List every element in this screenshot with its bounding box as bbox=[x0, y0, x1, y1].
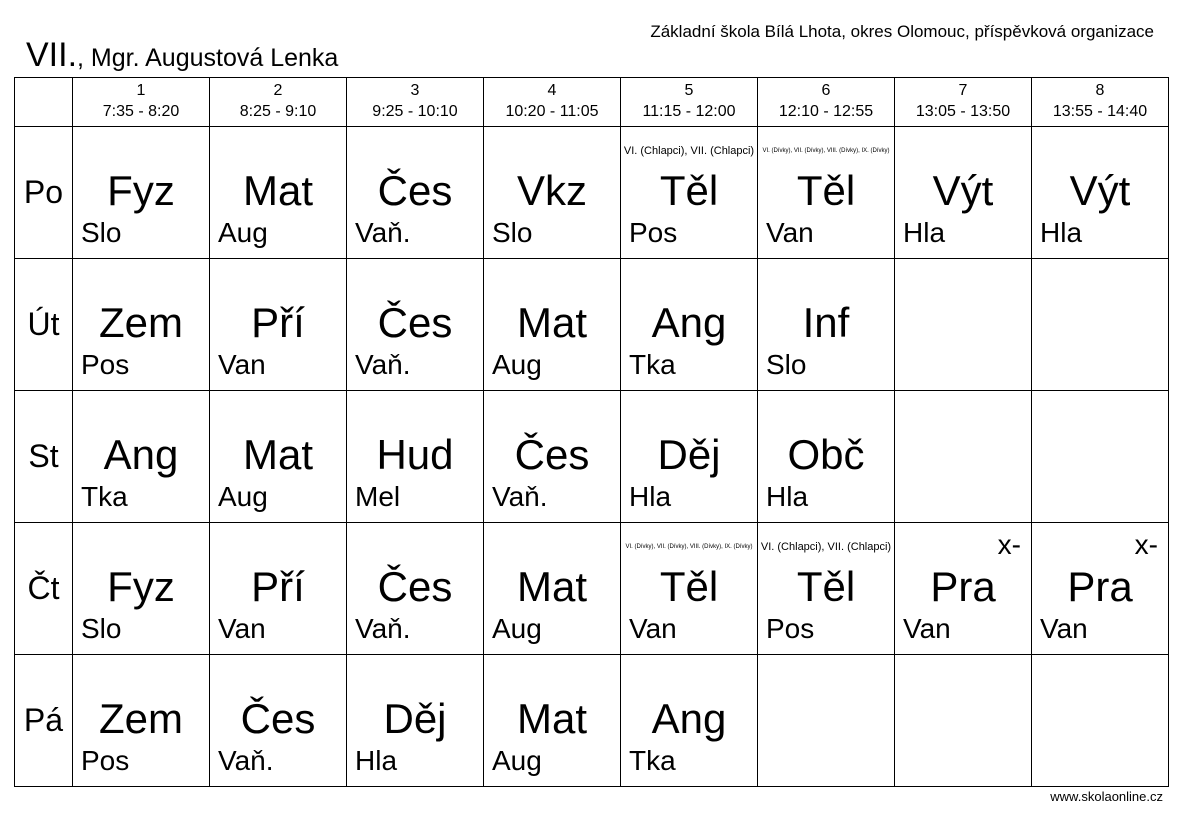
lesson-teacher: Slo bbox=[81, 217, 122, 248]
period-header bbox=[895, 78, 1032, 127]
lesson-teacher: Van bbox=[218, 349, 266, 380]
lesson-mark: x- bbox=[997, 529, 1021, 560]
corner-cell bbox=[15, 78, 73, 127]
lesson-subject: Vkz bbox=[516, 167, 587, 214]
lesson-cell bbox=[758, 259, 895, 391]
period-header bbox=[347, 78, 484, 127]
lesson-cell bbox=[621, 523, 758, 655]
lesson-cell bbox=[73, 391, 210, 523]
day-label: Čt bbox=[15, 523, 73, 655]
lesson-cell bbox=[484, 127, 621, 259]
period-number: 1 bbox=[136, 82, 146, 99]
lesson-cell bbox=[621, 127, 758, 259]
lesson-subject: Mat bbox=[242, 167, 313, 214]
lesson-subject: Těl bbox=[796, 563, 856, 610]
lesson-teacher: Hla bbox=[1040, 217, 1083, 248]
lesson-teacher: Vaň. bbox=[218, 745, 274, 776]
period-number: 3 bbox=[410, 82, 420, 99]
lesson-subject: Výt bbox=[1069, 167, 1131, 214]
timetable-title bbox=[26, 36, 338, 75]
empty-cell bbox=[1032, 259, 1169, 391]
lesson-cell bbox=[1032, 127, 1169, 259]
period-number: 5 bbox=[684, 82, 694, 99]
period-time: 8:25 - 9:10 bbox=[239, 103, 317, 120]
timetable-grid bbox=[14, 77, 1169, 787]
lesson-subject: Děj bbox=[657, 431, 721, 478]
lesson-cell bbox=[621, 259, 758, 391]
lesson-teacher: Van bbox=[903, 613, 951, 644]
lesson-teacher: Hla bbox=[355, 745, 398, 776]
lesson-subject: Pra bbox=[1067, 563, 1133, 610]
lesson-cell bbox=[210, 127, 347, 259]
lesson-teacher: Pos bbox=[81, 745, 130, 776]
lesson-subject: Výt bbox=[932, 167, 994, 214]
lesson-teacher: Tka bbox=[81, 481, 128, 512]
lesson-teacher: Van bbox=[218, 613, 266, 644]
lesson-teacher: Aug bbox=[218, 481, 268, 512]
lesson-teacher: Hla bbox=[766, 481, 809, 512]
lesson-teacher: Aug bbox=[492, 349, 542, 380]
lesson-subject: Mat bbox=[516, 299, 587, 346]
day-row bbox=[15, 523, 1169, 655]
lesson-cell bbox=[73, 127, 210, 259]
lesson-cell bbox=[758, 127, 895, 259]
lesson-subject: Děj bbox=[383, 695, 447, 742]
period-number: 8 bbox=[1095, 82, 1105, 99]
lesson-teacher: Van bbox=[629, 613, 677, 644]
lesson-subject: Těl bbox=[659, 563, 719, 610]
day-label: Út bbox=[15, 259, 73, 391]
period-header bbox=[73, 78, 210, 127]
lesson-teacher: Van bbox=[766, 217, 814, 248]
lesson-subject: Fyz bbox=[107, 563, 175, 610]
period-number: 6 bbox=[821, 82, 831, 99]
timetable-body bbox=[15, 127, 1169, 787]
lesson-cell bbox=[73, 523, 210, 655]
lesson-teacher: Aug bbox=[492, 613, 542, 644]
lesson-cell bbox=[484, 259, 621, 391]
lesson-subject: Mat bbox=[516, 563, 587, 610]
empty-cell bbox=[1032, 391, 1169, 523]
period-time: 7:35 - 8:20 bbox=[102, 103, 180, 120]
lesson-subject: Inf bbox=[802, 299, 850, 346]
lesson-teacher: Van bbox=[1040, 613, 1088, 644]
lesson-teacher: Pos bbox=[629, 217, 678, 248]
period-time: 13:05 - 13:50 bbox=[915, 103, 1011, 120]
lesson-teacher: Vaň. bbox=[355, 613, 411, 644]
lesson-subject: Čes bbox=[240, 695, 316, 742]
period-header bbox=[758, 78, 895, 127]
lesson-cell bbox=[484, 391, 621, 523]
lesson-subject: Mat bbox=[516, 695, 587, 742]
lesson-teacher: Slo bbox=[81, 613, 122, 644]
lesson-teacher: Pos bbox=[766, 613, 815, 644]
lesson-subject: Fyz bbox=[107, 167, 175, 214]
class-teacher: , Mgr. Augustová Lenka bbox=[77, 44, 339, 72]
lesson-group: VI. (Chlapci), VII. (Chlapci) bbox=[623, 145, 755, 157]
lesson-group: VI. (Chlapci), VII. (Chlapci) bbox=[760, 541, 892, 553]
lesson-subject: Čes bbox=[377, 167, 453, 214]
day-row bbox=[15, 127, 1169, 259]
lesson-teacher: Mel bbox=[355, 481, 401, 512]
lesson-cell bbox=[210, 391, 347, 523]
lesson-teacher: Slo bbox=[766, 349, 807, 380]
lesson-teacher: Vaň. bbox=[355, 217, 411, 248]
lesson-subject: Čes bbox=[377, 563, 453, 610]
lesson-subject: Ang bbox=[651, 695, 727, 742]
empty-cell bbox=[895, 259, 1032, 391]
lesson-teacher: Hla bbox=[903, 217, 946, 248]
lesson-cell bbox=[347, 259, 484, 391]
empty-cell bbox=[895, 391, 1032, 523]
period-time: 10:20 - 11:05 bbox=[505, 103, 599, 120]
period-number: 7 bbox=[958, 82, 968, 99]
lesson-cell bbox=[895, 127, 1032, 259]
lesson-teacher: Aug bbox=[492, 745, 542, 776]
lesson-subject: Obč bbox=[787, 431, 865, 478]
lesson-teacher: Hla bbox=[629, 481, 672, 512]
lesson-cell bbox=[347, 391, 484, 523]
day-label: Pá bbox=[15, 655, 73, 787]
lesson-cell bbox=[73, 259, 210, 391]
lesson-subject: Mat bbox=[242, 431, 313, 478]
lesson-cell bbox=[758, 391, 895, 523]
lesson-teacher: Aug bbox=[218, 217, 268, 248]
footer-site: www.skolaonline.cz bbox=[1050, 789, 1163, 804]
lesson-teacher: Tka bbox=[629, 745, 676, 776]
lesson-cell bbox=[621, 655, 758, 787]
lesson-teacher: Pos bbox=[81, 349, 130, 380]
lesson-subject: Ang bbox=[651, 299, 727, 346]
day-row bbox=[15, 655, 1169, 787]
lesson-cell bbox=[895, 523, 1032, 655]
empty-cell bbox=[1032, 655, 1169, 787]
period-number: 2 bbox=[273, 82, 283, 99]
period-time: 11:15 - 12:00 bbox=[642, 103, 736, 120]
lesson-group: VI. (Dívky), VII. (Dívky), VIII. (Dívky), IX. (Dívky) bbox=[625, 544, 753, 550]
lesson-cell bbox=[758, 523, 895, 655]
lesson-mark: x- bbox=[1134, 529, 1158, 560]
lesson-subject: Pří bbox=[251, 563, 305, 610]
lesson-cell bbox=[210, 259, 347, 391]
period-time: 13:55 - 14:40 bbox=[1052, 103, 1148, 120]
period-header bbox=[621, 78, 758, 127]
lesson-cell bbox=[210, 523, 347, 655]
lesson-cell bbox=[347, 523, 484, 655]
lesson-teacher: Vaň. bbox=[492, 481, 548, 512]
lesson-cell bbox=[484, 655, 621, 787]
lesson-subject: Těl bbox=[796, 167, 856, 214]
lesson-subject: Ang bbox=[103, 431, 179, 478]
lesson-subject: Pří bbox=[251, 299, 305, 346]
lesson-cell bbox=[484, 523, 621, 655]
lesson-subject: Hud bbox=[376, 431, 454, 478]
day-label: Po bbox=[15, 127, 73, 259]
day-row bbox=[15, 391, 1169, 523]
period-time: 12:10 - 12:55 bbox=[778, 103, 874, 120]
lesson-subject: Čes bbox=[514, 431, 590, 478]
lesson-teacher: Tka bbox=[629, 349, 676, 380]
period-header bbox=[210, 78, 347, 127]
class-name: VII. bbox=[26, 36, 78, 74]
lesson-teacher: Vaň. bbox=[355, 349, 411, 380]
period-time: 9:25 - 10:10 bbox=[372, 103, 458, 120]
lesson-subject: Zem bbox=[99, 695, 183, 742]
lesson-subject: Zem bbox=[99, 299, 183, 346]
day-label: St bbox=[15, 391, 73, 523]
period-header bbox=[1032, 78, 1169, 127]
lesson-subject: Pra bbox=[930, 563, 996, 610]
period-number: 4 bbox=[547, 82, 557, 99]
period-header-row bbox=[15, 78, 1169, 127]
lesson-cell bbox=[621, 391, 758, 523]
lesson-cell bbox=[73, 655, 210, 787]
lesson-group: VI. (Dívky), VII. (Dívky), VIII. (Dívky), IX. (Dívky) bbox=[762, 148, 890, 154]
lesson-teacher: Slo bbox=[492, 217, 533, 248]
empty-cell bbox=[758, 655, 895, 787]
day-row bbox=[15, 259, 1169, 391]
empty-cell bbox=[895, 655, 1032, 787]
school-name: Základní škola Bílá Lhota, okres Olomouc, příspěvková organizace bbox=[650, 22, 1154, 41]
lesson-cell bbox=[1032, 523, 1169, 655]
period-header bbox=[484, 78, 621, 127]
lesson-subject: Těl bbox=[659, 167, 719, 214]
lesson-subject: Čes bbox=[377, 299, 453, 346]
lesson-cell bbox=[347, 127, 484, 259]
lesson-cell bbox=[347, 655, 484, 787]
lesson-cell bbox=[210, 655, 347, 787]
